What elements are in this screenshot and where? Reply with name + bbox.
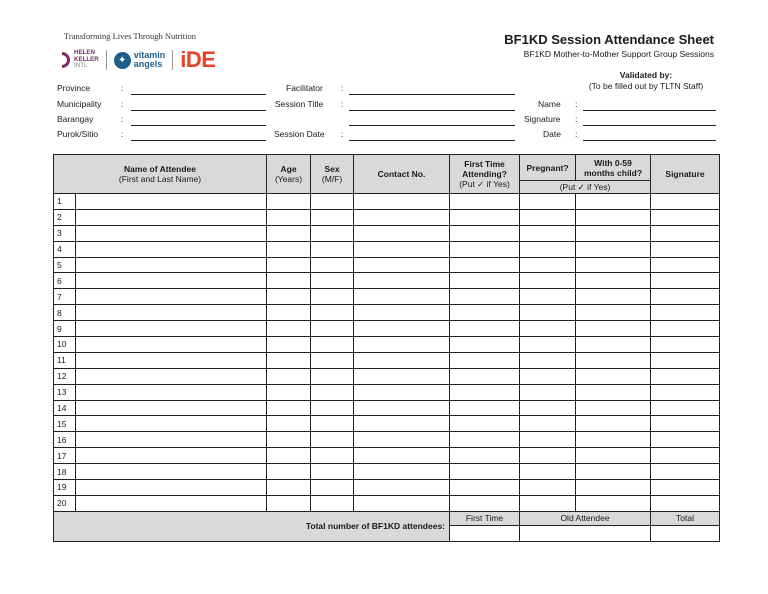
pregnant-cell[interactable] <box>520 464 576 480</box>
colon: : <box>575 129 578 139</box>
first-time-cell[interactable] <box>450 352 520 368</box>
partner-logos <box>62 48 215 72</box>
validator-date-field[interactable] <box>583 130 716 141</box>
first-time-cell[interactable] <box>450 368 520 384</box>
contact-cell[interactable] <box>354 305 450 321</box>
age-cell[interactable] <box>267 305 311 321</box>
first-time-cell[interactable] <box>450 464 520 480</box>
age-cell[interactable] <box>267 241 311 257</box>
contact-cell[interactable] <box>354 225 450 241</box>
total-cell[interactable] <box>651 525 720 541</box>
signature-cell[interactable] <box>651 241 720 257</box>
header-age: Age (Years) <box>267 155 311 194</box>
table-row <box>54 416 720 432</box>
header-first-time: First Time Attending? (Put ✓ if Yes) <box>450 155 520 194</box>
age-cell[interactable] <box>267 194 311 210</box>
pregnant-cell[interactable] <box>520 416 576 432</box>
page-subtitle: BF1KD Mother-to-Mother Support Group Sessions <box>523 49 714 59</box>
attendee-name-cell[interactable] <box>76 337 267 353</box>
contact-cell[interactable] <box>354 194 450 210</box>
attendee-name-cell[interactable] <box>76 225 267 241</box>
attendee-name-cell[interactable] <box>76 464 267 480</box>
first-time-cell[interactable] <box>450 448 520 464</box>
facilitator-label: Facilitator <box>286 83 323 93</box>
contact-cell[interactable] <box>354 448 450 464</box>
attendee-name-cell[interactable] <box>76 368 267 384</box>
child-cell[interactable] <box>576 480 651 496</box>
age-cell[interactable] <box>267 400 311 416</box>
table-row <box>54 384 720 400</box>
table-row <box>54 194 720 210</box>
validated-note: (To be filled out by TLTN Staff) <box>588 81 704 91</box>
total-label: Total number of BF1KD attendees: <box>54 511 450 541</box>
first-time-cell[interactable] <box>450 416 520 432</box>
attendee-name-cell[interactable] <box>76 352 267 368</box>
contact-cell[interactable] <box>354 209 450 225</box>
row-number: 8 <box>54 305 76 321</box>
age-cell[interactable] <box>267 321 311 337</box>
child-cell[interactable] <box>576 337 651 353</box>
child-cell[interactable] <box>576 448 651 464</box>
table-row <box>54 273 720 289</box>
row-number: 2 <box>54 209 76 225</box>
va-line2: angels <box>133 59 163 69</box>
row-number: 16 <box>54 432 76 448</box>
total-old-attendee-header: Old Attendee <box>520 511 651 525</box>
pregnant-cell[interactable] <box>520 241 576 257</box>
child-cell[interactable] <box>576 384 651 400</box>
page-title: BF1KD Session Attendance Sheet <box>504 32 714 47</box>
table-row <box>54 464 720 480</box>
child-cell[interactable] <box>576 257 651 273</box>
age-cell[interactable] <box>267 480 311 496</box>
row-number: 4 <box>54 241 76 257</box>
pregnant-cell[interactable] <box>520 321 576 337</box>
colon: : <box>341 83 344 93</box>
table-row <box>54 209 720 225</box>
signature-cell[interactable] <box>651 400 720 416</box>
contact-cell[interactable] <box>354 400 450 416</box>
total-first-time-header: First Time <box>450 511 520 525</box>
sex-cell[interactable] <box>311 241 354 257</box>
row-number: 13 <box>54 384 76 400</box>
age-cell[interactable] <box>267 352 311 368</box>
table-row <box>54 432 720 448</box>
header-put-note: (Put ✓ if Yes) <box>520 181 651 194</box>
signature-cell[interactable] <box>651 273 720 289</box>
row-number: 15 <box>54 416 76 432</box>
validator-signature-field[interactable] <box>583 115 716 126</box>
row-number: 19 <box>54 480 76 496</box>
pregnant-cell[interactable] <box>520 337 576 353</box>
hk-line1: HELEN <box>74 49 95 57</box>
signature-cell[interactable] <box>651 305 720 321</box>
row-number: 11 <box>54 352 76 368</box>
contact-cell[interactable] <box>354 432 450 448</box>
pregnant-cell[interactable] <box>520 480 576 496</box>
signature-cell[interactable] <box>651 384 720 400</box>
table-row <box>54 352 720 368</box>
age-cell[interactable] <box>267 337 311 353</box>
hk-line3: INTL <box>74 62 88 70</box>
pregnant-cell[interactable] <box>520 273 576 289</box>
sex-cell[interactable] <box>311 448 354 464</box>
sex-cell[interactable] <box>311 321 354 337</box>
attendee-name-cell[interactable] <box>76 416 267 432</box>
colon: : <box>575 114 578 124</box>
signature-cell[interactable] <box>651 368 720 384</box>
attendee-name-cell[interactable] <box>76 241 267 257</box>
helen-keller-mark-icon <box>62 52 70 68</box>
pregnant-cell[interactable] <box>520 448 576 464</box>
row-number: 7 <box>54 289 76 305</box>
pregnant-cell[interactable] <box>520 495 576 511</box>
validator-name-label: Name <box>538 99 561 109</box>
table-row <box>54 337 720 353</box>
municipality-label: Municipality <box>57 99 102 109</box>
first-time-cell[interactable] <box>450 194 520 210</box>
contact-cell[interactable] <box>354 416 450 432</box>
signature-cell[interactable] <box>651 416 720 432</box>
logo-divider <box>106 50 107 70</box>
tagline: Transforming Lives Through Nutrition <box>64 31 196 41</box>
barangay-field[interactable] <box>131 115 266 126</box>
age-cell[interactable] <box>267 368 311 384</box>
signature-cell[interactable] <box>651 352 720 368</box>
row-number: 18 <box>54 464 76 480</box>
va-line1: vitamin <box>133 50 166 60</box>
purok-label: Purok/Sitio <box>57 129 99 139</box>
row-number: 9 <box>54 321 76 337</box>
colon: : <box>341 129 344 139</box>
first-time-cell[interactable] <box>450 241 520 257</box>
contact-cell[interactable] <box>354 273 450 289</box>
attendee-name-cell[interactable] <box>76 305 267 321</box>
table-row <box>54 305 720 321</box>
validated-block <box>573 70 719 92</box>
child-cell[interactable] <box>576 273 651 289</box>
child-cell[interactable] <box>576 241 651 257</box>
first-time-cell[interactable] <box>450 273 520 289</box>
table-row <box>54 400 720 416</box>
row-number: 17 <box>54 448 76 464</box>
pregnant-cell[interactable] <box>520 209 576 225</box>
contact-cell[interactable] <box>354 495 450 511</box>
signature-cell[interactable] <box>651 432 720 448</box>
sex-cell[interactable] <box>311 384 354 400</box>
sex-cell[interactable] <box>311 337 354 353</box>
signature-cell[interactable] <box>651 495 720 511</box>
vitamin-angels-mark-icon: ✦ <box>114 52 131 69</box>
sex-cell[interactable] <box>311 495 354 511</box>
sex-cell[interactable] <box>311 368 354 384</box>
child-cell[interactable] <box>576 464 651 480</box>
signature-cell[interactable] <box>651 321 720 337</box>
pregnant-cell[interactable] <box>520 289 576 305</box>
row-number: 10 <box>54 337 76 353</box>
signature-cell[interactable] <box>651 337 720 353</box>
pregnant-cell[interactable] <box>520 257 576 273</box>
attendance-table <box>53 154 720 542</box>
sex-cell[interactable] <box>311 257 354 273</box>
child-cell[interactable] <box>576 225 651 241</box>
table-row <box>54 448 720 464</box>
age-cell[interactable] <box>267 416 311 432</box>
row-number: 14 <box>54 400 76 416</box>
first-time-cell[interactable] <box>450 480 520 496</box>
table-row <box>54 289 720 305</box>
child-cell[interactable] <box>576 321 651 337</box>
attendee-name-cell[interactable] <box>76 448 267 464</box>
validator-date-label: Date <box>543 129 561 139</box>
sex-cell[interactable] <box>311 352 354 368</box>
signature-cell[interactable] <box>651 257 720 273</box>
pregnant-cell[interactable] <box>520 352 576 368</box>
pregnant-cell[interactable] <box>520 225 576 241</box>
contact-cell[interactable] <box>354 257 450 273</box>
table-row <box>54 257 720 273</box>
contact-cell[interactable] <box>354 241 450 257</box>
age-cell[interactable] <box>267 257 311 273</box>
sex-cell[interactable] <box>311 464 354 480</box>
signature-cell[interactable] <box>651 194 720 210</box>
total-first-time-cell[interactable] <box>450 525 520 541</box>
vitamin-angels-logo <box>114 51 166 69</box>
age-cell[interactable] <box>267 464 311 480</box>
pregnant-cell[interactable] <box>520 400 576 416</box>
sex-cell[interactable] <box>311 400 354 416</box>
child-cell[interactable] <box>576 432 651 448</box>
row-number: 3 <box>54 225 76 241</box>
row-number: 12 <box>54 368 76 384</box>
header-sex: Sex (M/F) <box>311 155 354 194</box>
table-row <box>54 368 720 384</box>
signature-cell[interactable] <box>651 480 720 496</box>
table-row <box>54 241 720 257</box>
first-time-cell[interactable] <box>450 432 520 448</box>
validator-signature-label: Signature <box>524 114 561 124</box>
age-cell[interactable] <box>267 448 311 464</box>
province-field[interactable] <box>131 84 266 95</box>
contact-cell[interactable] <box>354 337 450 353</box>
colon: : <box>575 99 578 109</box>
child-cell[interactable] <box>576 416 651 432</box>
contact-cell[interactable] <box>354 480 450 496</box>
total-old-attendee-cell[interactable] <box>520 525 651 541</box>
signature-cell[interactable] <box>651 209 720 225</box>
first-time-cell[interactable] <box>450 305 520 321</box>
attendee-name-cell[interactable] <box>76 289 267 305</box>
contact-cell[interactable] <box>354 289 450 305</box>
sex-cell[interactable] <box>311 416 354 432</box>
session-date-field[interactable] <box>349 130 515 141</box>
logo-divider <box>172 50 173 70</box>
purok-field[interactable] <box>131 130 266 141</box>
age-cell[interactable] <box>267 495 311 511</box>
child-cell[interactable] <box>576 400 651 416</box>
table-row <box>54 480 720 496</box>
age-cell[interactable] <box>267 209 311 225</box>
row-number: 6 <box>54 273 76 289</box>
barangay-label: Barangay <box>57 114 94 124</box>
sex-cell[interactable] <box>311 225 354 241</box>
child-cell[interactable] <box>576 289 651 305</box>
attendee-name-cell[interactable] <box>76 209 267 225</box>
signature-cell[interactable] <box>651 448 720 464</box>
sex-cell[interactable] <box>311 305 354 321</box>
attendee-name-cell[interactable] <box>76 432 267 448</box>
contact-cell[interactable] <box>354 384 450 400</box>
header-name: Name of Attendee (First and Last Name) <box>54 155 267 194</box>
age-cell[interactable] <box>267 384 311 400</box>
header-pregnant: Pregnant? <box>520 155 576 181</box>
attendee-name-cell[interactable] <box>76 384 267 400</box>
first-time-cell[interactable] <box>450 225 520 241</box>
contact-cell[interactable] <box>354 321 450 337</box>
colon: : <box>121 129 124 139</box>
child-cell[interactable] <box>576 194 651 210</box>
session-title-field-line2[interactable] <box>349 115 515 126</box>
child-cell[interactable] <box>576 305 651 321</box>
pregnant-cell[interactable] <box>520 194 576 210</box>
attendee-name-cell[interactable] <box>76 321 267 337</box>
first-time-cell[interactable] <box>450 321 520 337</box>
colon: : <box>341 99 344 109</box>
validated-title: Validated by: <box>619 70 673 80</box>
municipality-field[interactable] <box>131 100 266 111</box>
province-label: Province <box>57 83 91 93</box>
session-title-field[interactable] <box>349 100 515 111</box>
first-time-cell[interactable] <box>450 289 520 305</box>
header-contact: Contact No. <box>354 155 450 194</box>
attendee-name-cell[interactable] <box>76 480 267 496</box>
colon: : <box>121 99 124 109</box>
session-title-label: Session Title <box>275 99 324 109</box>
colon: : <box>121 114 124 124</box>
contact-cell[interactable] <box>354 352 450 368</box>
row-number: 5 <box>54 257 76 273</box>
row-number: 20 <box>54 495 76 511</box>
table-row <box>54 495 720 511</box>
child-cell[interactable] <box>576 495 651 511</box>
first-time-cell[interactable] <box>450 384 520 400</box>
contact-cell[interactable] <box>354 464 450 480</box>
first-time-cell[interactable] <box>450 400 520 416</box>
pregnant-cell[interactable] <box>520 368 576 384</box>
age-cell[interactable] <box>267 432 311 448</box>
pregnant-cell[interactable] <box>520 305 576 321</box>
row-number: 1 <box>54 194 76 210</box>
age-cell[interactable] <box>267 273 311 289</box>
colon: : <box>121 83 124 93</box>
helen-keller-logo <box>62 50 99 70</box>
contact-cell[interactable] <box>354 368 450 384</box>
pregnant-cell[interactable] <box>520 384 576 400</box>
table-row <box>54 321 720 337</box>
first-time-cell[interactable] <box>450 337 520 353</box>
attendee-name-cell[interactable] <box>76 495 267 511</box>
sex-cell[interactable] <box>311 273 354 289</box>
first-time-cell[interactable] <box>450 209 520 225</box>
signature-cell[interactable] <box>651 289 720 305</box>
attendee-name-cell[interactable] <box>76 257 267 273</box>
header-signature: Signature <box>651 155 720 194</box>
ide-logo: iDE <box>180 47 216 72</box>
pregnant-cell[interactable] <box>520 432 576 448</box>
attendee-name-cell[interactable] <box>76 194 267 210</box>
age-cell[interactable] <box>267 225 311 241</box>
sex-cell[interactable] <box>311 194 354 210</box>
signature-cell[interactable] <box>651 464 720 480</box>
sex-cell[interactable] <box>311 209 354 225</box>
header-child: With 0-59 months child? <box>576 155 651 181</box>
sex-cell[interactable] <box>311 432 354 448</box>
table-row <box>54 225 720 241</box>
first-time-cell[interactable] <box>450 495 520 511</box>
sex-cell[interactable] <box>311 480 354 496</box>
sex-cell[interactable] <box>311 289 354 305</box>
child-cell[interactable] <box>576 209 651 225</box>
age-cell[interactable] <box>267 289 311 305</box>
child-cell[interactable] <box>576 352 651 368</box>
hk-line2: KELLER <box>74 55 99 63</box>
validator-name-field[interactable] <box>583 100 716 111</box>
child-cell[interactable] <box>576 368 651 384</box>
signature-cell[interactable] <box>651 225 720 241</box>
facilitator-field[interactable] <box>349 84 515 95</box>
total-header: Total <box>651 511 720 525</box>
session-date-label: Session Date <box>274 129 325 139</box>
attendee-name-cell[interactable] <box>76 400 267 416</box>
first-time-cell[interactable] <box>450 257 520 273</box>
attendee-name-cell[interactable] <box>76 273 267 289</box>
